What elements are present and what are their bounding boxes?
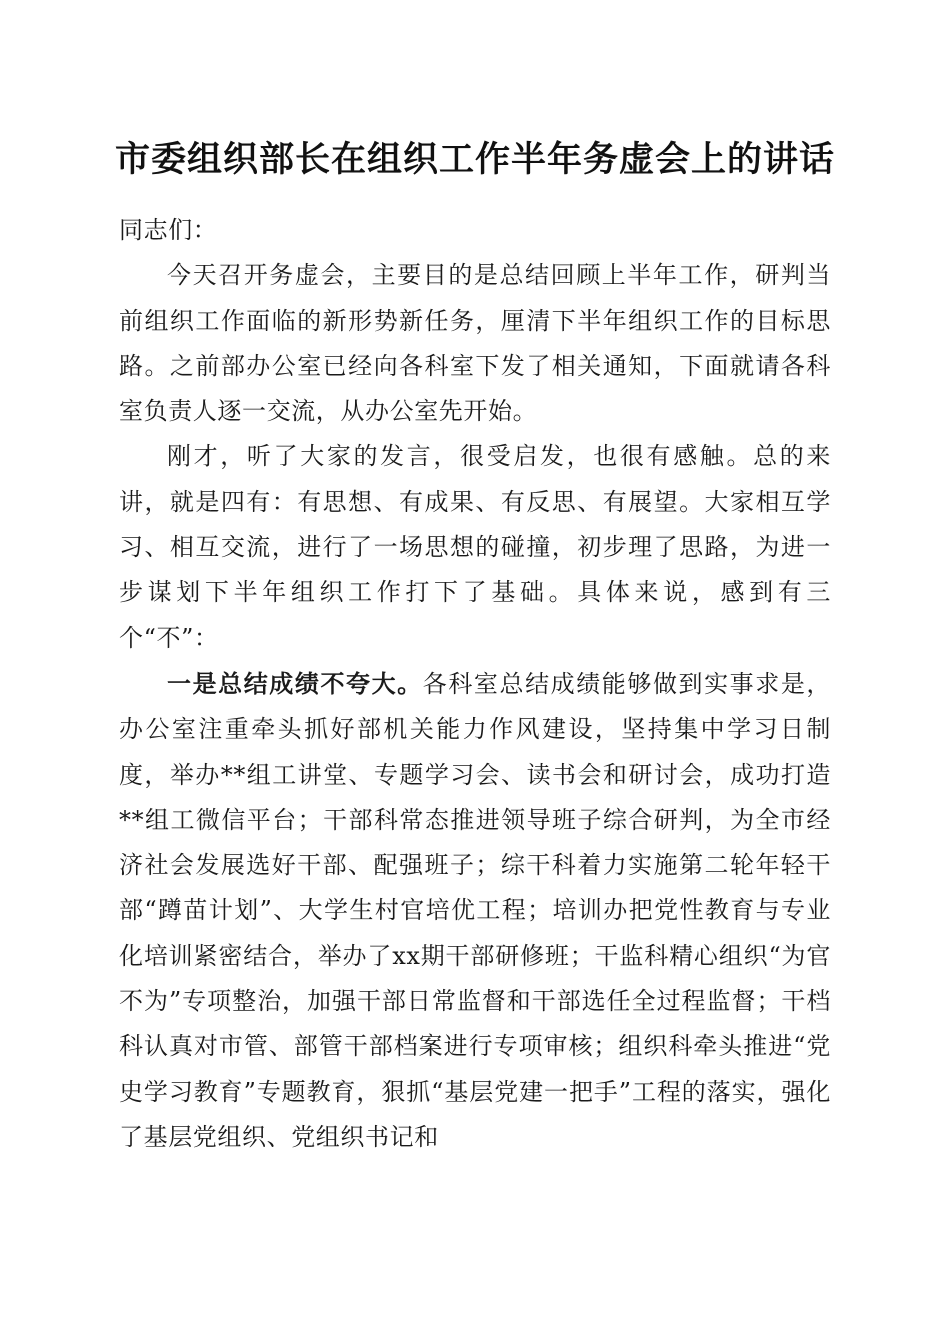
paragraph-summary: 刚才，听了大家的发言，很受启发，也很有感触。总的来讲，就是四有：有思想、有成果、有反思、有展望。大家相互学习、相互交流，进行了一场思想的碰撞，初步理了思路，为进一步谋划下半年组织工作打下了基础。具体来说，感到有三个“不”： xyxy=(119,442,831,652)
paragraph-opening: 今天召开务虚会，主要目的是总结回顾上半年工作，研判当前组织工作面临的新形势新任务，厘清下半年组织工作的目标思路。之前部办公室已经向各科室下发了相关通知，下面就请各科室负责人逐一交流，从办公室先开始。 xyxy=(119,261,831,426)
salutation: 同志们： xyxy=(119,216,218,244)
paragraph-achievements-text: 各科室总结成绩能够做到实事求是，办公室注重牵头抓好部机关能力作风建设，坚持集中学习日制度，举办**组工讲堂、专题学习会、读书会和研讨会，成功打造**组工微信平台；干部科常态推进领导班子综合研判，为全市经济社会发展选好干部、配强班子；综干科着力实施第二轮年轻干部“蹲苗计划”、大学生村官培优工程；培训办把党性教育与专业化培训紧密结合，举办了xx期干部研修班；干监科精心组织“为官不为”专项整治，加强干部日常监督和干部选任全过程监督；干档科认真对市管、部管干部档案进行专项审核；组织科牵头推进“党史学习教育”专题教育，狠抓“基层党建一把手”工程的落实，强化了基层党组织、党组织书记和 xyxy=(119,669,831,1151)
paragraph-achievements xyxy=(119,661,831,1160)
paragraph-lead-heading: 一是总结成绩不夸大。 xyxy=(167,668,423,698)
document-body xyxy=(119,208,831,1160)
document-title: 市委组织部长在组织工作半年务虚会上的讲话 xyxy=(114,139,835,180)
